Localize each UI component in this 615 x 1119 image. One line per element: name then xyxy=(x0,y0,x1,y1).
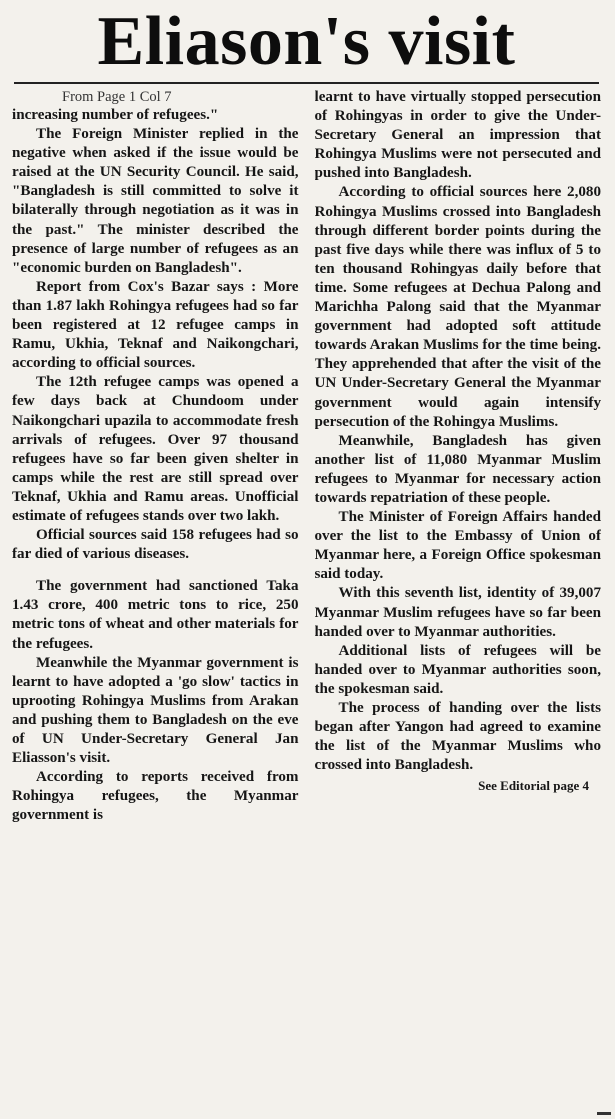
paragraph: The government had sanctioned Taka 1.43 crore, 400 metric tons to rice, 250 metric tons of wheat and other materials for the refugees. xyxy=(12,578,299,652)
paragraph: Official sources said 158 refugees had so far died of various diseases. xyxy=(12,527,299,563)
paragraph: The process of handing over the lists began after Yangon had agreed to examine the list of the Myanmar Muslims who crossed into Bangladesh. xyxy=(314,700,601,774)
headline: Eliason's visit xyxy=(97,3,516,80)
print-mark xyxy=(597,1112,611,1115)
paragraph: The Minister of Foreign Affairs handed over the list to the Embassy of Union of Myanmar here, a Foreign Office spokesman said today. xyxy=(314,509,601,583)
see-editorial-reference: See Editorial page 4 xyxy=(478,778,589,794)
paragraph: Report from Cox's Bazar says : More than 1.87 lakh Rohingya refugees had so far been registered at 12 refugee camps in Ramu, Ukhia, Teknaf and Naikongchari, according to official sources. xyxy=(12,278,299,372)
paragraph: With this seventh list, identity of 39,007 Myanmar Muslim refugees have so far been handed over to Myanmar authorities. xyxy=(314,585,601,640)
paragraph: Additional lists of refugees will be handed over to Myanmar authorities soon, the spokesman said. xyxy=(314,642,601,697)
paragraph: Meanwhile, Bangladesh has given another list of 11,080 Myanmar Muslim refugees to Myanmar for necessary action towards repatriation of these people. xyxy=(314,432,601,506)
paragraph: learnt to have virtually stopped persecution of Rohingyas in order to give the Under-Secretary General an impression that Rohingya Muslims were not persecuted and pushed into Bangladesh. xyxy=(314,89,601,182)
paragraph: Meanwhile the Myanmar government is learnt to have adopted a 'go slow' tactics in uprooting Rohingya Muslims from Arakan and pushing them to Bangladesh on the eve of UN Under-Secretary General Jan Eliasson's visit. xyxy=(12,654,299,767)
paragraph: The 12th refugee camps was opened a few days back at Chundoom under Naikongchari upazila to accommodate fresh arrivals of refugees. Over 97 thousand refugees have so far been given shelter in camps while the rest are still spread over Teknaf, Ukhia and Ramu areas. Unofficial estimate of refugees stands over two lakh. xyxy=(12,374,299,524)
column-right xyxy=(315,88,602,795)
headline-rule xyxy=(14,82,599,84)
continuation-dateline: From Page 1 Col 7 xyxy=(62,89,172,105)
paragraph: According to official sources here 2,080 Rohingya Muslims crossed into Bangladesh through different border points during the past five days while there was influx of 5 to ten thousand Rohingyas daily before that time. Some refugees at Dechua Palong and Marichha Palong said that the Myanmar government had adopted soft attitude towards Arakan Muslims for the time being. They apprehended that after the visit of the UN Under-Secretary General the Myanmar government would again intensify persecution of the Rohingya Muslims. xyxy=(314,184,601,430)
article-columns xyxy=(12,88,601,1108)
paragraph: The Foreign Minister replied in the negative when asked if the issue would be raised at the UN Security Council. He said, "Bangladesh is still committed to solve it bilaterally through negotiation as it was in the past." The minister described the presence of large number of refugees as an "economic burden on Bangladesh". xyxy=(12,126,299,276)
paragraph: According to reports received from Rohingya refugees, the Myanmar government is xyxy=(12,769,299,824)
paragraph: increasing number of refugees." xyxy=(12,107,219,123)
column-left xyxy=(12,88,299,825)
